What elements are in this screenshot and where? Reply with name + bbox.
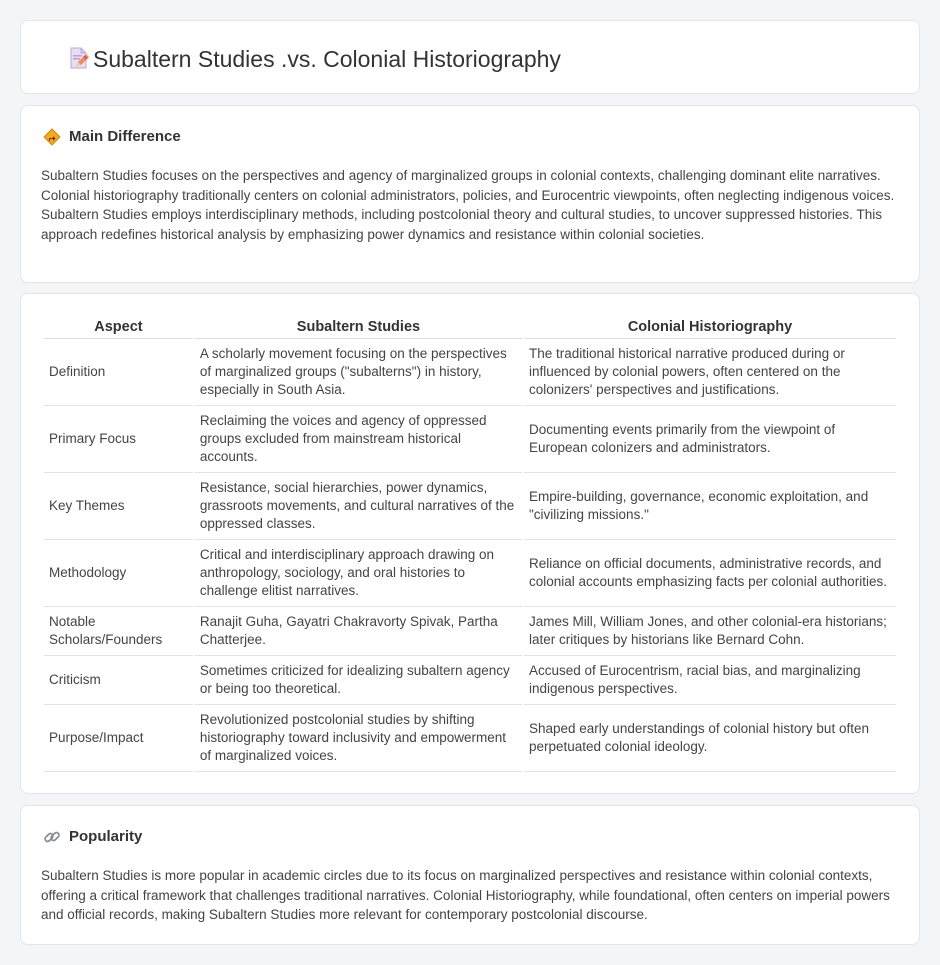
table-row	[44, 705, 896, 772]
cell-aspect: Criticism	[44, 656, 193, 705]
table-row	[44, 473, 896, 540]
column-header-aspect: Aspect	[44, 316, 193, 339]
cell-subaltern: Critical and interdisciplinary approach drawing on anthropology, sociology, and oral histories to challenge elitist narratives.	[195, 540, 522, 607]
column-header-subaltern: Subaltern Studies	[195, 316, 522, 339]
main-difference-heading	[43, 127, 181, 147]
popularity-text: Subaltern Studies is more popular in academic circles due to its focus on marginalized perspectives and resistance within colonial contexts, offering a critical framework that challenges traditional narratives. Colonial Historiography, while foundational, often centers on imperial powers and official records, making Subaltern Studies more relevant for contemporary postcolonial discourse.	[41, 868, 890, 923]
popularity-card	[20, 805, 920, 945]
cell-colonial: James Mill, William Jones, and other colonial-era historians; later critiques by historians like Bernard Cohn.	[524, 607, 896, 656]
cell-colonial: The traditional historical narrative produced during or influenced by colonial powers, often centered on the colonizers' perspectives and justifications.	[524, 339, 896, 406]
cell-subaltern: Resistance, social hierarchies, power dynamics, grassroots movements, and cultural narratives of the oppressed classes.	[195, 473, 522, 540]
cell-colonial: Reliance on official documents, administrative records, and colonial accounts emphasizing facts per colonial authorities.	[524, 540, 896, 607]
table-header-row	[44, 316, 896, 339]
cell-colonial: Empire-building, governance, economic exploitation, and "civilizing missions."	[524, 473, 896, 540]
cell-aspect: Definition	[44, 339, 193, 406]
cell-subaltern: Reclaiming the voices and agency of oppressed groups excluded from mainstream historical accounts.	[195, 406, 522, 473]
comparison-card	[20, 293, 920, 794]
main-difference-card	[20, 105, 920, 283]
table-row	[44, 540, 896, 607]
main-difference-title: Main Difference	[69, 128, 181, 145]
cell-colonial: Accused of Eurocentrism, racial bias, and marginalizing indigenous perspectives.	[524, 656, 896, 705]
page-title: Subaltern Studies .vs. Colonial Historiography	[93, 46, 561, 72]
main-difference-text: Subaltern Studies focuses on the perspectives and agency of marginalized groups in colonial contexts, challenging dominant elite narratives. Colonial historiography traditionally centers on colonial administrators, policies, and Eurocentric viewpoints, often neglecting indigenous voices. Subaltern Studies employs interdisciplinary methods, including postcolonial theory and cultural studies, to uncover suppressed histories. This approach redefines historical analysis by emphasizing power dynamics and resistance within colonial societies.	[41, 168, 895, 242]
cell-subaltern: Ranajit Guha, Gayatri Chakravorty Spivak, Partha Chatterjee.	[195, 607, 522, 656]
header-card	[20, 20, 920, 94]
diamond-sign-icon	[43, 128, 61, 146]
cell-aspect: Methodology	[44, 540, 193, 607]
link-icon	[43, 828, 61, 846]
cell-subaltern: A scholarly movement focusing on the perspectives of marginalized groups ("subalterns") in history, especially in South Asia.	[195, 339, 522, 406]
cell-colonial: Documenting events primarily from the viewpoint of European colonizers and administrators.	[524, 406, 896, 473]
popularity-heading	[43, 827, 142, 847]
document-pencil-icon	[67, 46, 91, 70]
cell-subaltern: Revolutionized postcolonial studies by shifting historiography toward inclusivity and empowerment of marginalized voices.	[195, 705, 522, 772]
table-row	[44, 607, 896, 656]
table-row	[44, 339, 896, 406]
table-row	[44, 406, 896, 473]
cell-aspect: Notable Scholars/Founders	[44, 607, 193, 656]
cell-aspect: Purpose/Impact	[44, 705, 193, 772]
popularity-title: Popularity	[69, 828, 143, 845]
cell-aspect: Primary Focus	[44, 406, 193, 473]
cell-subaltern: Sometimes criticized for idealizing subaltern agency or being too theoretical.	[195, 656, 522, 705]
column-header-colonial: Colonial Historiography	[524, 316, 896, 339]
table-row	[44, 656, 896, 705]
comparison-table	[42, 316, 898, 772]
cell-aspect: Key Themes	[44, 473, 193, 540]
cell-colonial: Shaped early understandings of colonial history but often perpetuated colonial ideology.	[524, 705, 896, 772]
